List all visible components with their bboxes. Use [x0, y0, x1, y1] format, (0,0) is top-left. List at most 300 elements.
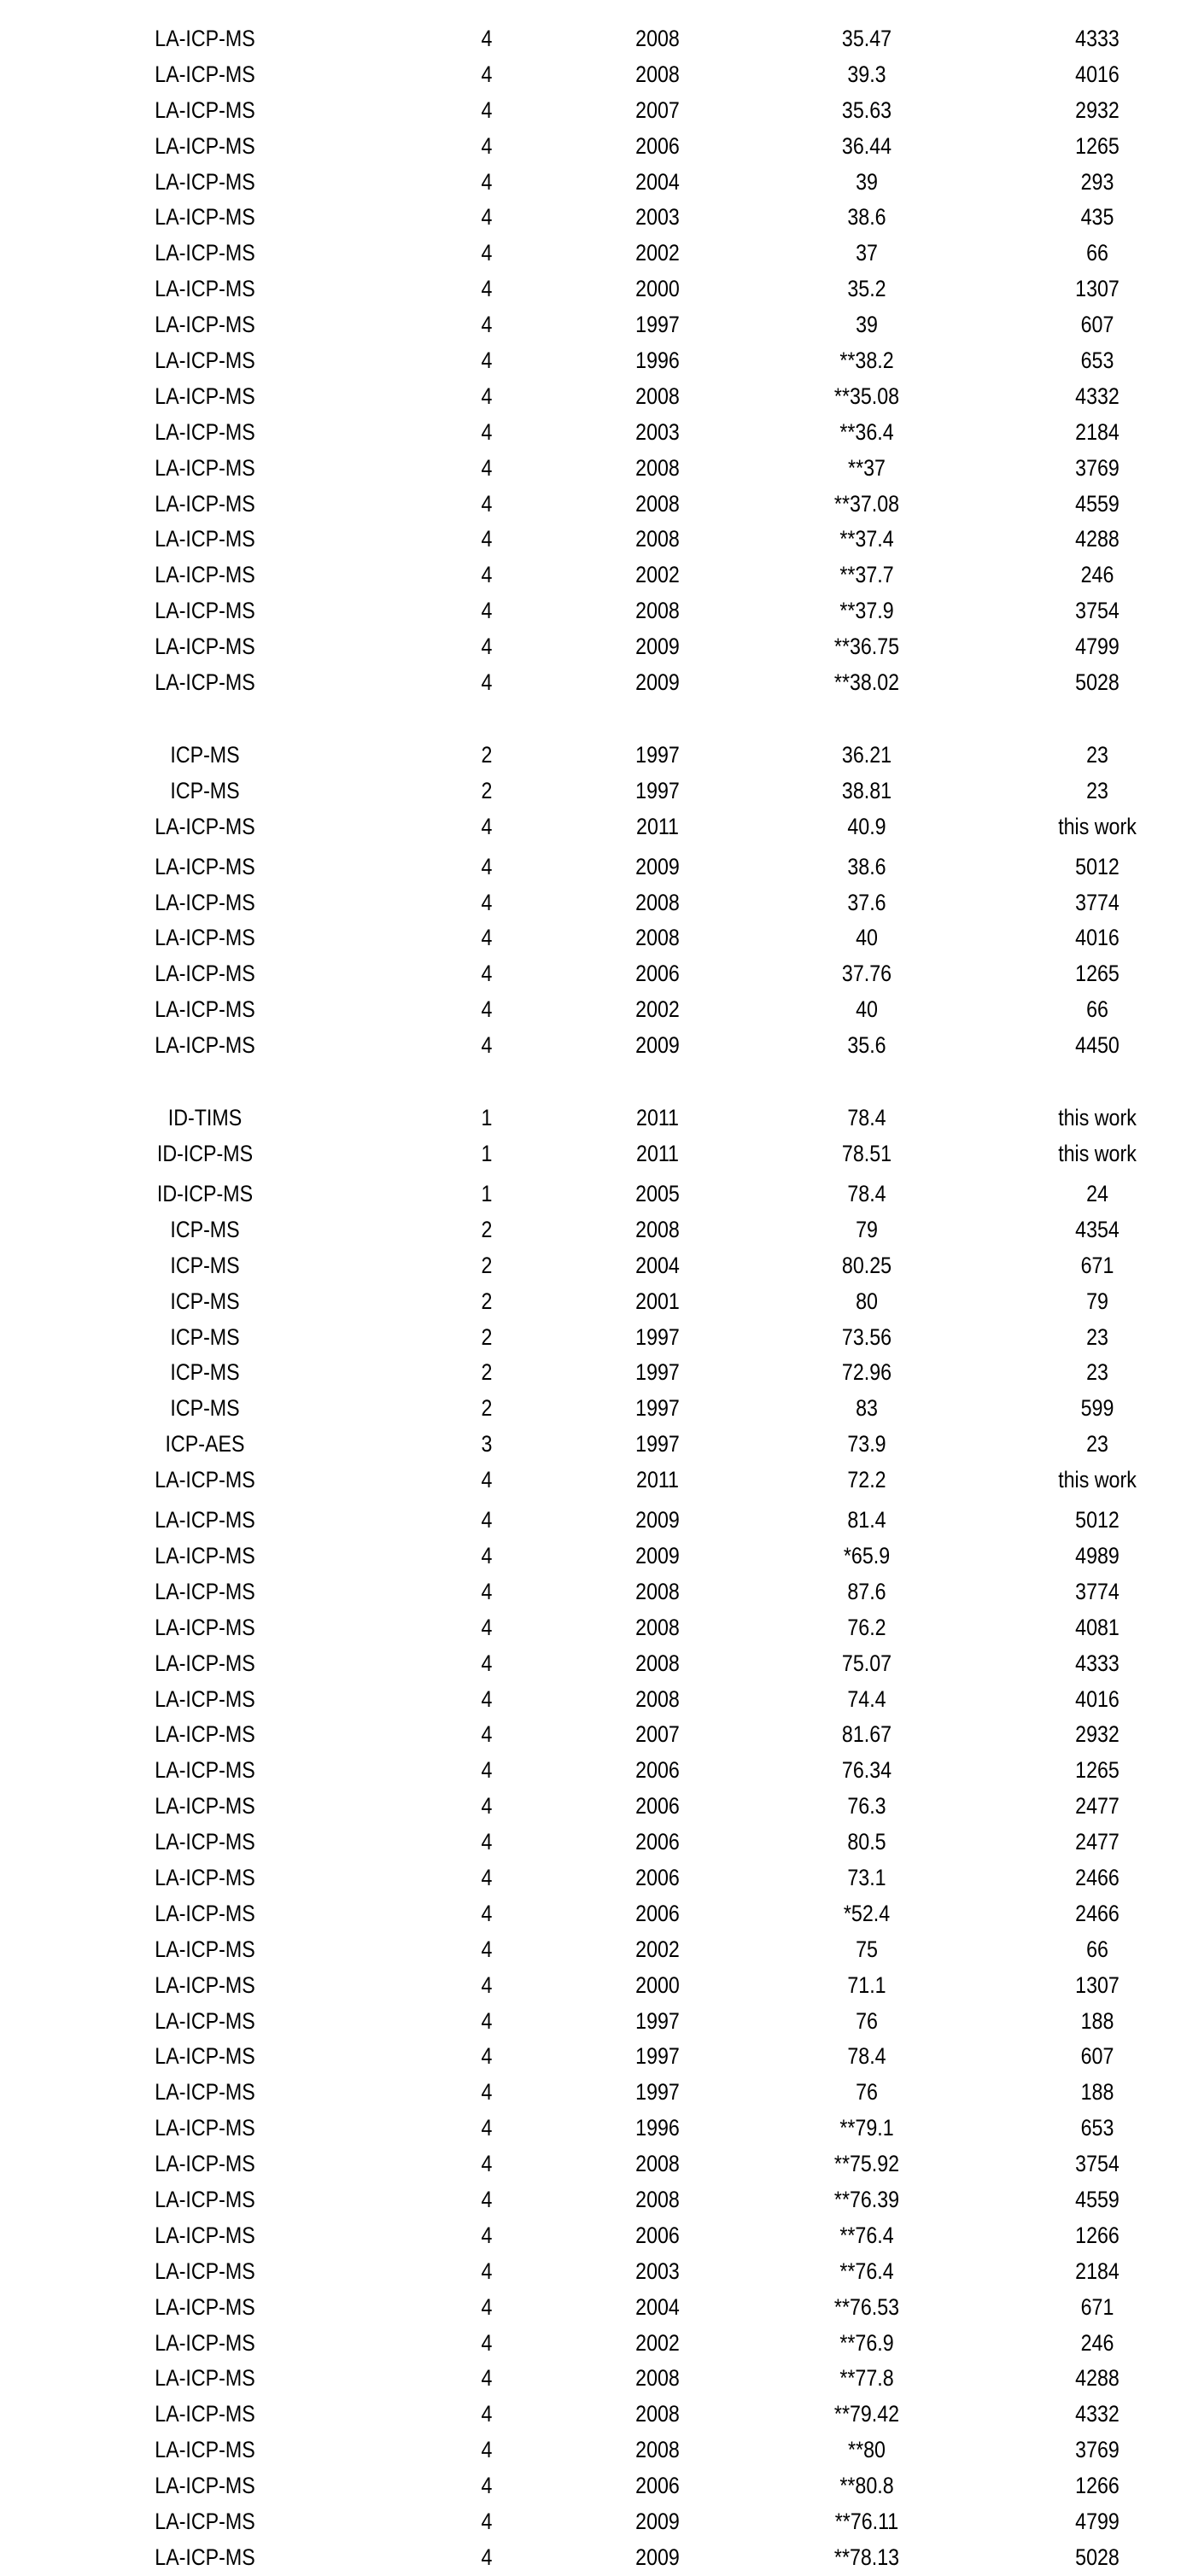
ref-cell: 2184 [1075, 418, 1120, 445]
method-cell: LA-ICP-MS [155, 1971, 255, 1998]
year-cell: 1997 [635, 1359, 680, 1386]
n-cell: 4 [481, 2293, 493, 2320]
n-cell: 4 [481, 2365, 493, 2392]
ref-cell: 79 [1086, 1288, 1108, 1314]
value-cell: 83 [856, 1395, 878, 1422]
value-cell: 39 [856, 312, 878, 338]
n-cell: 4 [481, 1685, 493, 1712]
table-row [0, 2326, 1181, 2362]
method-cell: LA-ICP-MS [155, 2043, 255, 2070]
n-cell: 1 [481, 1105, 493, 1131]
method-cell: LA-ICP-MS [155, 132, 255, 159]
ref-cell: 607 [1080, 312, 1114, 338]
value-cell: 76.3 [847, 1793, 886, 1820]
table-group-3 [0, 1101, 1181, 2576]
ref-cell: 4016 [1075, 925, 1120, 951]
n-cell: 4 [481, 1900, 493, 1926]
table-row [0, 1320, 1181, 1356]
group-spacer [0, 701, 1181, 738]
year-cell: 2009 [635, 2509, 680, 2534]
value-cell: 73.1 [847, 1864, 886, 1890]
n-cell: 4 [481, 168, 493, 195]
year-cell: 1996 [635, 2115, 680, 2141]
year-cell: 1997 [635, 741, 680, 768]
value-cell: 36.21 [841, 741, 892, 768]
table-row [0, 1932, 1181, 1968]
n-cell: 4 [481, 2509, 493, 2534]
method-cell: LA-ICP-MS [155, 26, 255, 51]
n-cell: 4 [481, 925, 493, 951]
value-cell: **36.4 [839, 418, 894, 445]
year-cell: 1997 [635, 777, 680, 803]
year-cell: 2011 [636, 1467, 679, 1493]
table-row [0, 2540, 1181, 2576]
n-cell: 4 [481, 526, 493, 552]
value-cell: 78.4 [847, 2043, 886, 2070]
ref-cell: 23 [1086, 1323, 1108, 1350]
ref-cell: 1266 [1075, 2473, 1120, 2499]
year-cell: 1997 [635, 2079, 680, 2106]
ref-cell: 23 [1086, 777, 1108, 803]
method-cell: ICP-MS [170, 1323, 240, 1350]
ref-cell: 3754 [1075, 2151, 1120, 2177]
value-cell: *52.4 [843, 1900, 891, 1926]
table-group-2 [0, 738, 1181, 1064]
value-cell: 35.47 [841, 26, 892, 51]
n-cell: 4 [481, 2115, 493, 2141]
n-cell: 4 [481, 26, 493, 51]
ref-cell: 4016 [1075, 61, 1120, 87]
ref-cell: 2477 [1075, 1793, 1120, 1820]
ref-cell: 66 [1086, 240, 1108, 266]
value-cell: **80.8 [839, 2473, 894, 2499]
table-row [0, 774, 1181, 809]
table-row [0, 1717, 1181, 1753]
table-row [0, 487, 1181, 523]
ref-cell: 671 [1080, 1252, 1114, 1278]
n-cell: 4 [481, 2437, 493, 2463]
value-cell: **37.4 [839, 526, 894, 552]
year-cell: 2011 [636, 1140, 679, 1166]
table-row [0, 1646, 1181, 1682]
year-cell: 2004 [635, 1252, 680, 1278]
ref-cell: 435 [1080, 204, 1114, 231]
method-cell: LA-ICP-MS [155, 1829, 255, 1855]
ref-cell: 5028 [1075, 2544, 1120, 2570]
n-cell: 4 [481, 1864, 493, 1890]
value-cell: 78.51 [841, 1140, 892, 1166]
year-cell: 2007 [635, 96, 680, 123]
method-cell: LA-ICP-MS [155, 2473, 255, 2499]
n-cell: 4 [481, 204, 493, 231]
method-cell: LA-ICP-MS [155, 1542, 255, 1568]
method-cell: LA-ICP-MS [155, 312, 255, 338]
table-row [0, 738, 1181, 774]
method-cell: LA-ICP-MS [155, 383, 255, 409]
year-cell: 2009 [635, 853, 680, 879]
value-cell: **76.39 [833, 2186, 900, 2212]
ref-cell: 4354 [1075, 1216, 1120, 1242]
value-cell: **37.9 [839, 598, 894, 624]
value-cell: 78.4 [847, 1105, 886, 1131]
method-cell: LA-ICP-MS [155, 2222, 255, 2248]
value-cell: 72.2 [847, 1467, 886, 1493]
method-cell: LA-ICP-MS [155, 598, 255, 624]
year-cell: 2008 [635, 2437, 680, 2463]
ref-cell: 3774 [1075, 889, 1120, 915]
method-cell: LA-ICP-MS [155, 925, 255, 951]
table-row [0, 956, 1181, 992]
method-cell: LA-ICP-MS [155, 2115, 255, 2141]
ref-cell: 4333 [1075, 26, 1120, 51]
n-cell: 4 [481, 1467, 493, 1493]
year-cell: 2006 [635, 2473, 680, 2499]
year-cell: 2008 [635, 2401, 680, 2427]
table-row [0, 1212, 1181, 1248]
method-cell: LA-ICP-MS [155, 961, 255, 987]
table-row [0, 1860, 1181, 1896]
table-row [0, 850, 1181, 885]
table-row [0, 809, 1181, 850]
value-cell: **79.42 [833, 2401, 900, 2427]
table-row [0, 200, 1181, 236]
table-row [0, 2182, 1181, 2218]
value-cell: 37.76 [841, 961, 892, 987]
ref-cell: 246 [1080, 2329, 1114, 2356]
year-cell: 2008 [635, 526, 680, 552]
value-cell: 75 [856, 1936, 878, 1962]
value-cell: 72.96 [841, 1359, 892, 1386]
table-row [0, 1825, 1181, 1860]
year-cell: 2009 [635, 2544, 680, 2570]
table-row [0, 629, 1181, 665]
year-cell: 2006 [635, 1757, 680, 1784]
value-cell: 38.81 [841, 777, 892, 803]
year-cell: 2006 [635, 2222, 680, 2248]
table-row [0, 1574, 1181, 1610]
method-cell: LA-ICP-MS [155, 61, 255, 87]
method-cell: LA-ICP-MS [155, 1721, 255, 1748]
year-cell: 2008 [635, 889, 680, 915]
year-cell: 2008 [635, 383, 680, 409]
n-cell: 4 [481, 1032, 493, 1059]
ref-cell: 1307 [1075, 1971, 1120, 1998]
year-cell: 2008 [635, 2151, 680, 2177]
n-cell: 4 [481, 2544, 493, 2570]
table-row [0, 2361, 1181, 2397]
n-cell: 4 [481, 1507, 493, 1533]
table-row [0, 343, 1181, 379]
table-row [0, 593, 1181, 629]
year-cell: 2008 [635, 1650, 680, 1676]
n-cell: 1 [481, 1140, 493, 1166]
method-cell: LA-ICP-MS [155, 1032, 255, 1059]
table-row [0, 558, 1181, 593]
table-row [0, 379, 1181, 415]
n-cell: 4 [481, 996, 493, 1023]
value-cell: **38.2 [839, 348, 894, 374]
method-cell: LA-ICP-MS [155, 204, 255, 231]
method-cell: ID-TIMS [167, 1105, 243, 1131]
method-cell: ICP-MS [170, 741, 240, 768]
n-cell: 4 [481, 2222, 493, 2248]
value-cell: **37.08 [833, 490, 900, 517]
year-cell: 2004 [635, 2293, 680, 2320]
ref-cell: 3769 [1075, 2437, 1120, 2463]
table-row [0, 1610, 1181, 1646]
method-cell: LA-ICP-MS [155, 634, 255, 660]
ref-cell: 3769 [1075, 454, 1120, 481]
method-cell: LA-ICP-MS [155, 2544, 255, 2570]
table-row [0, 1177, 1181, 1212]
value-cell: 81.67 [841, 1721, 892, 1748]
method-cell: LA-ICP-MS [155, 2186, 255, 2212]
n-cell: 4 [481, 1936, 493, 1962]
value-cell: 73.9 [847, 1431, 886, 1457]
ref-cell: 4450 [1075, 1032, 1120, 1059]
method-cell: LA-ICP-MS [155, 2437, 255, 2463]
table-row [0, 2075, 1181, 2111]
value-cell: **76.4 [839, 2222, 894, 2248]
value-cell: 39.3 [847, 61, 886, 87]
n-cell: 4 [481, 2186, 493, 2212]
method-cell: LA-ICP-MS [155, 2329, 255, 2356]
method-cell: ICP-AES [165, 1431, 245, 1457]
table-row [0, 2397, 1181, 2433]
n-cell: 4 [481, 634, 493, 660]
table-row [0, 1284, 1181, 1320]
method-cell: LA-ICP-MS [155, 2258, 255, 2284]
table-row [0, 57, 1181, 93]
n-cell: 4 [481, 853, 493, 879]
ref-cell: 653 [1080, 348, 1114, 374]
ref-cell: 24 [1086, 1180, 1108, 1206]
ref-cell: 66 [1086, 1936, 1108, 1962]
year-cell: 2008 [635, 2365, 680, 2392]
table-row [0, 2111, 1181, 2147]
n-cell: 4 [481, 2473, 493, 2499]
year-cell: 2006 [635, 1829, 680, 1855]
year-cell: 2008 [635, 26, 680, 51]
table-row [0, 1463, 1181, 1503]
ref-cell: 4016 [1075, 1685, 1120, 1712]
table-row [0, 165, 1181, 201]
value-cell: 38.6 [847, 204, 886, 231]
ref-cell: 1265 [1075, 1757, 1120, 1784]
value-cell: 35.2 [847, 276, 886, 302]
year-cell: 2008 [635, 454, 680, 481]
n-cell: 2 [481, 777, 493, 803]
ref-cell: this work [1058, 1140, 1137, 1166]
ref-cell: 607 [1080, 2043, 1114, 2070]
method-cell: LA-ICP-MS [155, 562, 255, 588]
value-cell: 79 [856, 1216, 878, 1242]
value-cell: 38.6 [847, 853, 886, 879]
method-cell: LA-ICP-MS [155, 813, 255, 839]
year-cell: 1997 [635, 2043, 680, 2070]
value-cell: 80.25 [841, 1252, 892, 1278]
ref-cell: 2932 [1075, 1721, 1120, 1748]
method-cell: LA-ICP-MS [155, 96, 255, 123]
ref-cell: 2466 [1075, 1864, 1120, 1890]
n-cell: 4 [481, 1757, 493, 1784]
n-cell: 4 [481, 132, 493, 159]
year-cell: 2008 [635, 1685, 680, 1712]
year-cell: 2000 [635, 1971, 680, 1998]
n-cell: 4 [481, 598, 493, 624]
n-cell: 4 [481, 1829, 493, 1855]
ref-cell: 1266 [1075, 2222, 1120, 2248]
value-cell: **80 [848, 2437, 886, 2463]
method-cell: ICP-MS [170, 1395, 240, 1422]
method-cell: LA-ICP-MS [155, 1578, 255, 1604]
n-cell: 2 [481, 1252, 493, 1278]
n-cell: 4 [481, 1578, 493, 1604]
value-cell: 35.6 [847, 1032, 886, 1059]
year-cell: 2009 [635, 1507, 680, 1533]
ref-cell: 4288 [1075, 526, 1120, 552]
method-cell: LA-ICP-MS [155, 418, 255, 445]
ref-cell: 5012 [1075, 1507, 1120, 1533]
year-cell: 2006 [635, 1793, 680, 1820]
year-cell: 2008 [635, 1614, 680, 1640]
year-cell: 2006 [635, 961, 680, 987]
n-cell: 2 [481, 1288, 493, 1314]
ref-cell: 293 [1080, 168, 1114, 195]
year-cell: 2008 [635, 925, 680, 951]
table-row [0, 129, 1181, 165]
ref-cell: 1265 [1075, 961, 1120, 987]
value-cell: **38.02 [833, 669, 900, 696]
year-cell: 2002 [635, 1936, 680, 1962]
ref-cell: 2466 [1075, 1900, 1120, 1926]
year-cell: 2004 [635, 168, 680, 195]
year-cell: 1997 [635, 1323, 680, 1350]
table-row [0, 1101, 1181, 1136]
ref-cell: 4332 [1075, 383, 1120, 409]
method-cell: LA-ICP-MS [155, 1507, 255, 1533]
table-row [0, 307, 1181, 343]
year-cell: 2011 [636, 813, 679, 839]
ref-cell: 4333 [1075, 1650, 1120, 1676]
value-cell: 80.5 [847, 1829, 886, 1855]
n-cell: 4 [481, 961, 493, 987]
n-cell: 2 [481, 1359, 493, 1386]
n-cell: 4 [481, 2079, 493, 2106]
year-cell: 2009 [635, 669, 680, 696]
n-cell: 2 [481, 1323, 493, 1350]
table-row [0, 2039, 1181, 2075]
year-cell: 2009 [635, 1542, 680, 1568]
ref-cell: 5028 [1075, 669, 1120, 696]
method-cell: ICP-MS [170, 1288, 240, 1314]
ref-cell: 2932 [1075, 96, 1120, 123]
n-cell: 4 [481, 276, 493, 302]
year-cell: 2002 [635, 240, 680, 266]
method-cell: ICP-MS [170, 1216, 240, 1242]
method-cell: LA-ICP-MS [155, 454, 255, 481]
method-cell: LA-ICP-MS [155, 1650, 255, 1676]
table-row [0, 1391, 1181, 1427]
table-row [0, 665, 1181, 701]
ref-cell: 653 [1080, 2115, 1114, 2141]
group-spacer [0, 1064, 1181, 1101]
value-cell: **76.4 [839, 2258, 894, 2284]
n-cell: 1 [481, 1180, 493, 1206]
value-cell: **79.1 [839, 2115, 894, 2141]
table-row [0, 2433, 1181, 2468]
ref-cell: 188 [1080, 2079, 1114, 2106]
year-cell: 2003 [635, 2258, 680, 2284]
method-cell: LA-ICP-MS [155, 2365, 255, 2392]
table-group-1 [0, 0, 1181, 701]
ref-cell: 5012 [1075, 853, 1120, 879]
ref-cell: 2184 [1075, 2258, 1120, 2284]
method-cell: ICP-MS [170, 1359, 240, 1386]
year-cell: 2002 [635, 562, 680, 588]
year-cell: 2008 [635, 1578, 680, 1604]
table-row [0, 1682, 1181, 1718]
value-cell: **37 [848, 454, 886, 481]
ref-cell: 599 [1080, 1395, 1114, 1422]
value-cell: 37.6 [847, 889, 886, 915]
table-row [0, 1539, 1181, 1574]
ref-cell: 4288 [1075, 2365, 1120, 2392]
method-cell: LA-ICP-MS [155, 2007, 255, 2034]
value-cell: 71.1 [847, 1971, 886, 1998]
table-row [0, 2218, 1181, 2254]
n-cell: 4 [481, 1614, 493, 1640]
n-cell: 4 [481, 1793, 493, 1820]
method-cell: LA-ICP-MS [155, 2293, 255, 2320]
n-cell: 4 [481, 2258, 493, 2284]
method-cell: LA-ICP-MS [155, 853, 255, 879]
n-cell: 4 [481, 2151, 493, 2177]
value-cell: **35.08 [833, 383, 900, 409]
year-cell: 1996 [635, 348, 680, 374]
method-cell: LA-ICP-MS [155, 348, 255, 374]
n-cell: 4 [481, 669, 493, 696]
ref-cell: 246 [1080, 562, 1114, 588]
table-row [0, 415, 1181, 451]
table-row [0, 1248, 1181, 1284]
n-cell: 4 [481, 562, 493, 588]
value-cell: *65.9 [843, 1542, 891, 1568]
year-cell: 2003 [635, 418, 680, 445]
method-cell: LA-ICP-MS [155, 1900, 255, 1926]
method-cell: LA-ICP-MS [155, 1936, 255, 1962]
year-cell: 2008 [635, 61, 680, 87]
year-cell: 2009 [635, 634, 680, 660]
year-cell: 2005 [635, 1180, 680, 1206]
value-cell: **76.53 [833, 2293, 900, 2320]
ref-cell: 23 [1086, 1359, 1108, 1386]
n-cell: 4 [481, 1971, 493, 1998]
year-cell: 2002 [635, 996, 680, 1023]
method-cell: ICP-MS [170, 777, 240, 803]
ref-cell: 2477 [1075, 1829, 1120, 1855]
n-cell: 2 [481, 1216, 493, 1242]
ref-cell: 4081 [1075, 1614, 1120, 1640]
table-row [0, 992, 1181, 1028]
method-cell: LA-ICP-MS [155, 1614, 255, 1640]
ref-cell: 4799 [1075, 2509, 1120, 2534]
table-row [0, 920, 1181, 956]
method-cell: LA-ICP-MS [155, 1685, 255, 1712]
value-cell: 35.63 [841, 96, 892, 123]
ref-cell: 66 [1086, 996, 1108, 1023]
ref-cell: 3774 [1075, 1578, 1120, 1604]
